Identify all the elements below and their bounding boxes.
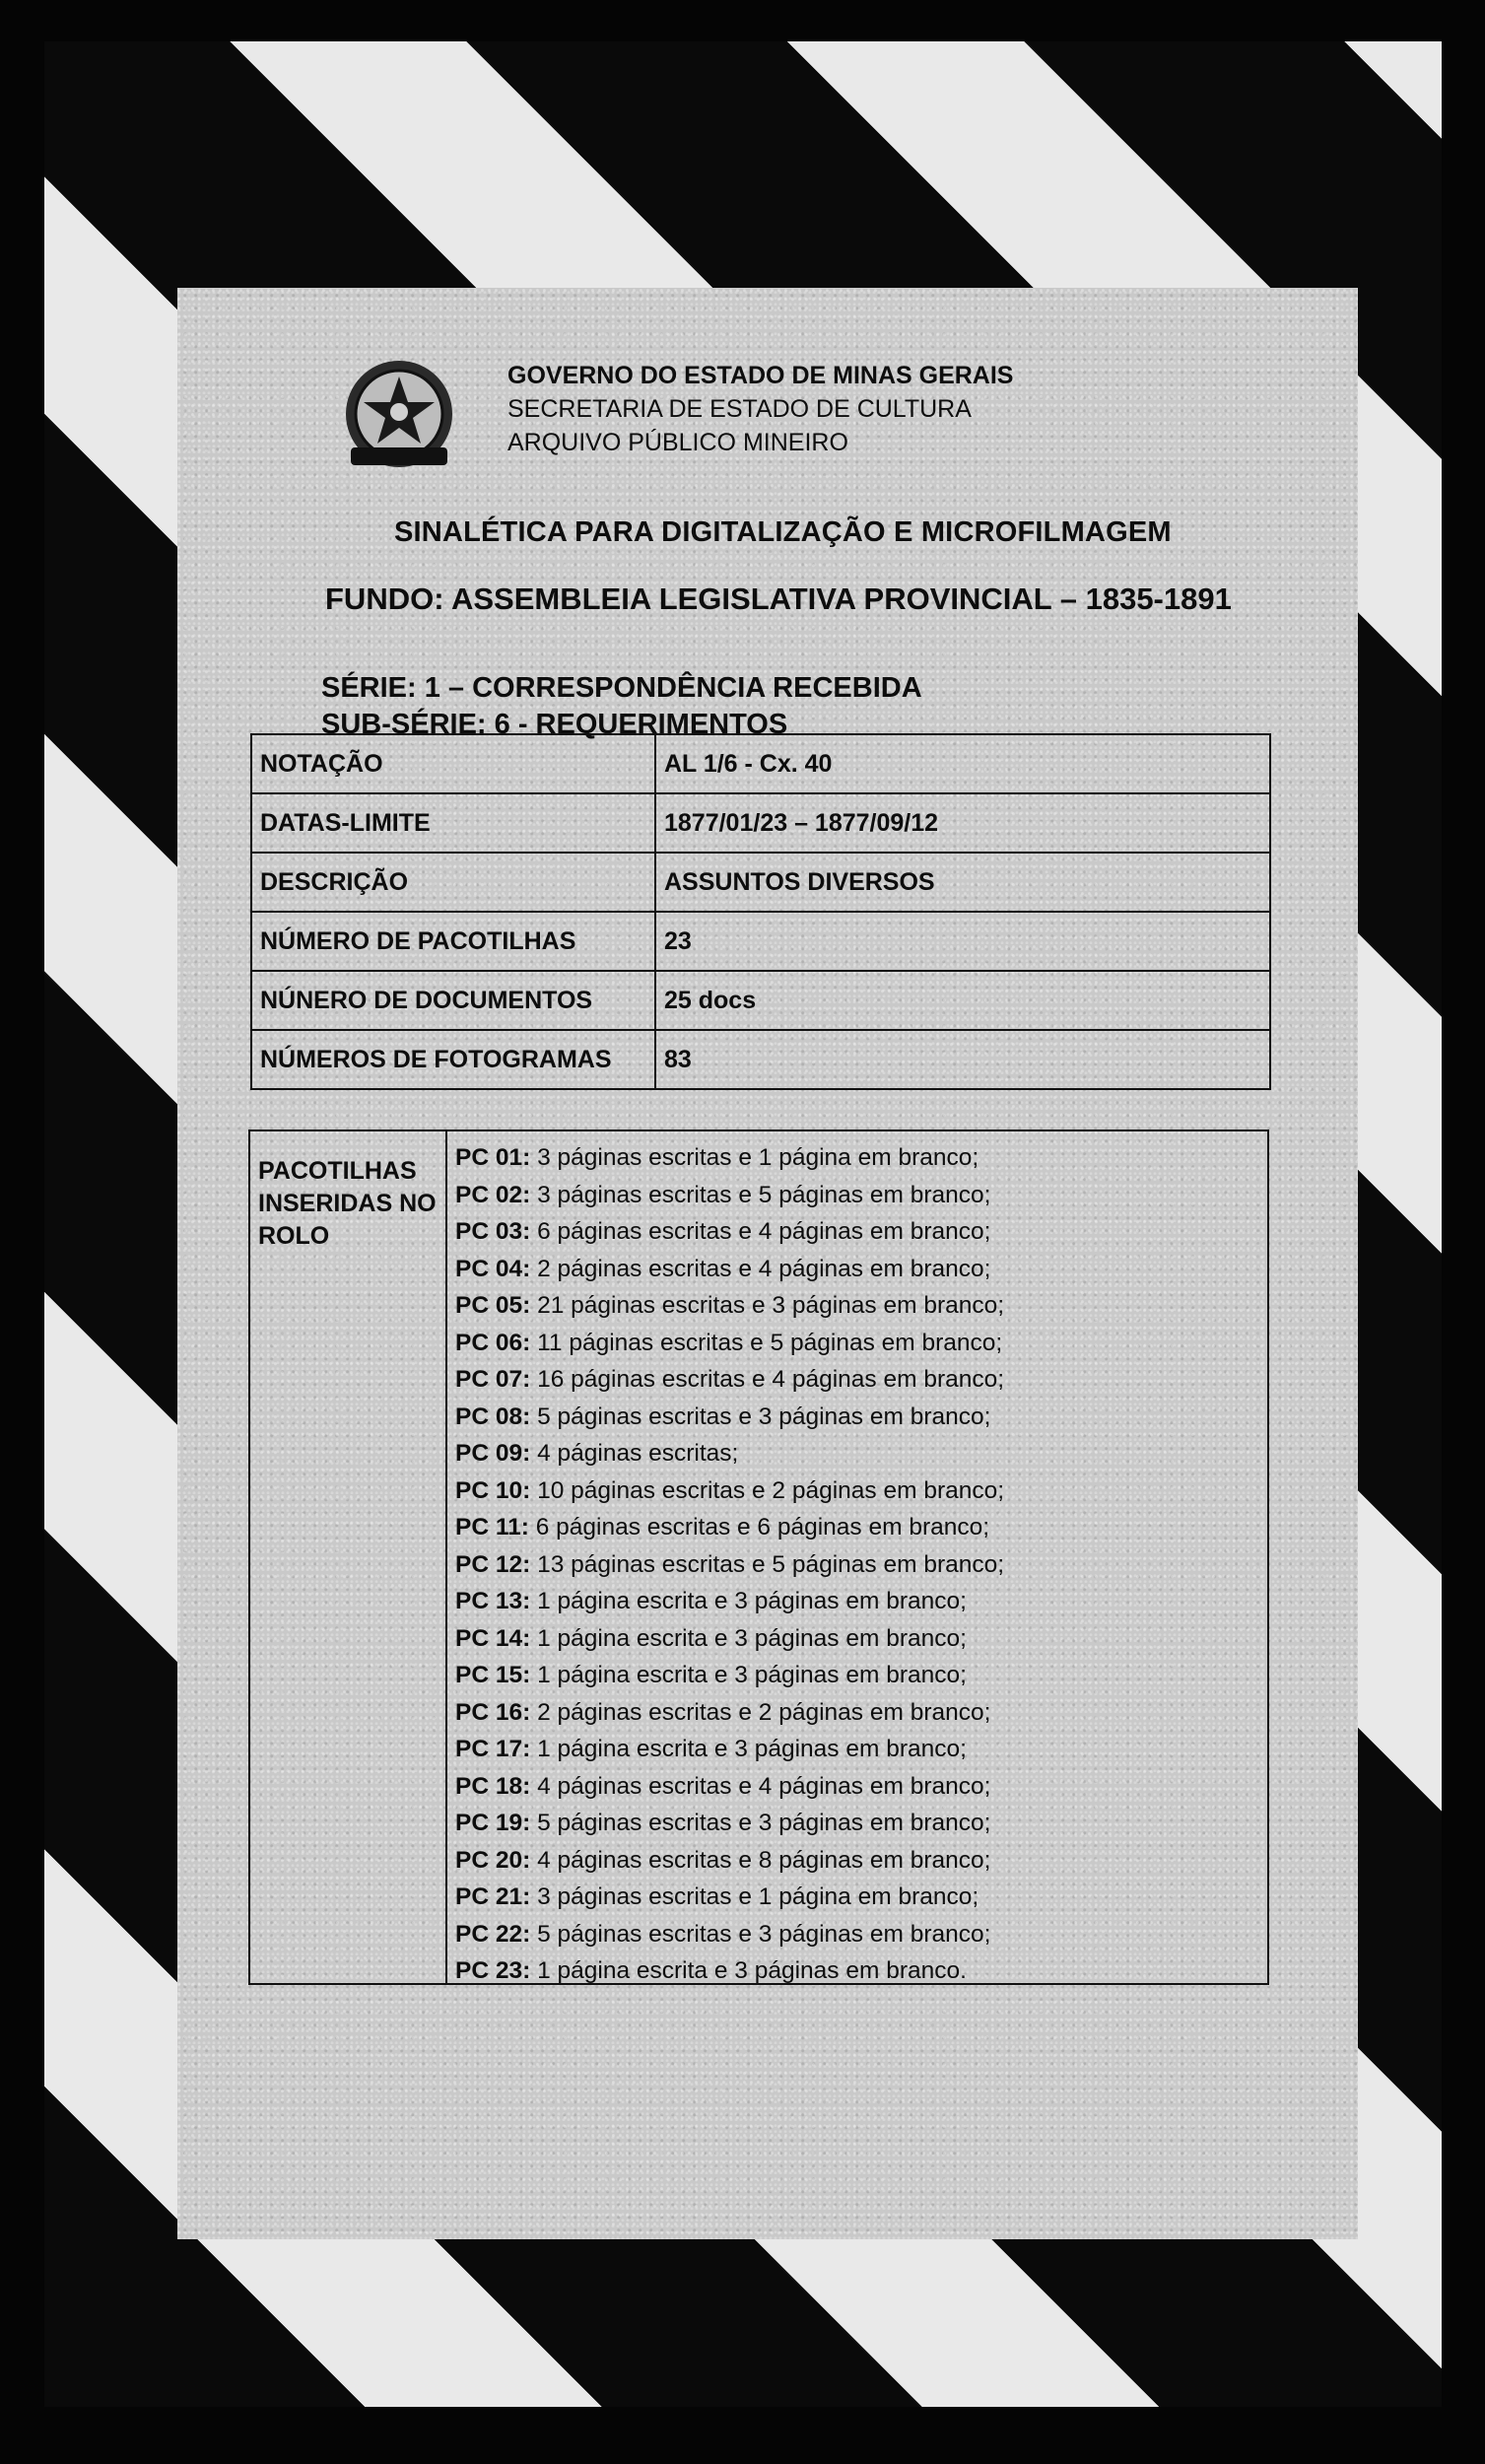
document-title: SINALÉTICA PARA DIGITALIZAÇÃO E MICROFILMAGEM: [394, 516, 1172, 548]
metadata-row: [251, 912, 1270, 971]
pacotilha-item: [455, 1472, 1259, 1510]
metadata-key: NÚNERO DE DOCUMENTOS: [251, 971, 655, 1030]
pacotilha-code: PC 12:: [455, 1550, 531, 1578]
pacotilha-description: 1 página escrita e 3 páginas em branco;: [537, 1662, 967, 1688]
pacotilha-description: 5 páginas escritas e 3 páginas em branco;: [537, 1403, 991, 1430]
archive-line: ARQUIVO PÚBLICO MINEIRO: [507, 429, 848, 456]
pacotilha-code: PC 18:: [455, 1772, 531, 1800]
pacotilha-code: PC 23:: [455, 1957, 531, 1984]
pacotilha-description: 3 páginas escritas e 1 página em branco;: [537, 1883, 979, 1910]
pacotilha-item: [455, 1435, 1259, 1472]
metadata-value: ASSUNTOS DIVERSOS: [655, 853, 1270, 912]
pacotilha-code: PC 09:: [455, 1440, 531, 1467]
metadata-table: [250, 733, 1271, 1090]
pacotilha-description: 10 páginas escritas e 2 páginas em branco;: [537, 1476, 1005, 1504]
pacotilha-code: PC 19:: [455, 1810, 531, 1836]
pacotilha-description: 5 páginas escritas e 3 páginas em branco;: [537, 1810, 991, 1836]
pacotilha-code: PC 14:: [455, 1624, 531, 1652]
pacotilha-item: [455, 1399, 1259, 1436]
pacotilha-description: 4 páginas escritas e 4 páginas em branco;: [537, 1772, 991, 1800]
pacotilha-code: PC 10:: [455, 1476, 531, 1504]
pacotilha-item: [455, 1731, 1259, 1768]
pacotilha-code: PC 11:: [455, 1514, 529, 1540]
institution-header: [507, 359, 1013, 459]
metadata-value: 25 docs: [655, 971, 1270, 1030]
pacotilha-description: 2 páginas escritas e 2 páginas em branco;: [537, 1698, 991, 1726]
pacotilha-item: [455, 1509, 1259, 1546]
pacotilha-description: 4 páginas escritas;: [537, 1440, 739, 1467]
pacotilha-item: [455, 1139, 1259, 1177]
state-seal-logo: [337, 359, 461, 475]
government-line: GOVERNO DO ESTADO DE MINAS GERAIS: [507, 362, 1014, 389]
metadata-key: NÚMEROS DE FOTOGRAMAS: [251, 1030, 655, 1089]
series-block: [321, 670, 922, 743]
pacotilha-description: 3 páginas escritas e 5 páginas em branco;: [537, 1181, 991, 1208]
pacotilha-item: [455, 1952, 1259, 1990]
metadata-key: DATAS-LIMITE: [251, 793, 655, 853]
pacotilha-code: PC 15:: [455, 1662, 531, 1688]
pacotilha-description: 1 página escrita e 3 páginas em branco.: [537, 1957, 967, 1984]
pacotilha-code: PC 16:: [455, 1698, 531, 1726]
serie-heading: SÉRIE: 1 – CORRESPONDÊNCIA RECEBIDA: [321, 672, 922, 704]
pacotilha-item: [455, 1583, 1259, 1620]
metadata-value: 23: [655, 912, 1270, 971]
pacotilha-code: PC 01:: [455, 1144, 531, 1171]
metadata-key: DESCRIÇÃO: [251, 853, 655, 912]
pacotilha-description: 6 páginas escritas e 6 páginas em branco;: [535, 1514, 990, 1540]
subserie-heading: SUB-SÉRIE: 6 - REQUERIMENTOS: [321, 709, 788, 740]
pacotilha-item: [455, 1879, 1259, 1916]
metadata-row: [251, 1030, 1270, 1089]
metadata-row: [251, 971, 1270, 1030]
pacotilha-item: [455, 1325, 1259, 1362]
pacotilhas-box: [248, 1129, 1269, 1985]
document-sheet: [177, 288, 1358, 2239]
pacotilha-code: PC 06:: [455, 1329, 531, 1356]
pacotilhas-label: PACOTILHAS INSERIDAS NO ROLO: [250, 1131, 447, 1983]
pacotilha-code: PC 13:: [455, 1588, 531, 1614]
pacotilha-item: [455, 1805, 1259, 1842]
pacotilha-item: [455, 1842, 1259, 1880]
metadata-row: [251, 793, 1270, 853]
pacotilha-code: PC 22:: [455, 1920, 531, 1948]
pacotilha-description: 6 páginas escritas e 4 páginas em branco;: [537, 1218, 991, 1245]
pacotilha-item: [455, 1361, 1259, 1399]
metadata-row: [251, 853, 1270, 912]
pacotilha-description: 16 páginas escritas e 4 páginas em branco;: [537, 1366, 1005, 1393]
pacotilha-item: [455, 1251, 1259, 1288]
metadata-key: NOTAÇÃO: [251, 734, 655, 793]
pacotilha-description: 1 página escrita e 3 páginas em branco;: [537, 1588, 967, 1614]
pacotilha-description: 2 páginas escritas e 4 páginas em branco;: [537, 1255, 991, 1282]
pacotilha-description: 4 páginas escritas e 8 páginas em branco;: [537, 1846, 991, 1874]
metadata-value: 83: [655, 1030, 1270, 1089]
pacotilha-item: [455, 1213, 1259, 1251]
pacotilha-item: [455, 1657, 1259, 1694]
pacotilha-code: PC 02:: [455, 1181, 531, 1208]
pacotilha-code: PC 08:: [455, 1403, 531, 1430]
pacotilha-item: [455, 1546, 1259, 1584]
secretariat-line: SECRETARIA DE ESTADO DE CULTURA: [507, 395, 972, 423]
pacotilha-description: 3 páginas escritas e 1 página em branco;: [537, 1144, 979, 1171]
metadata-row: [251, 734, 1270, 793]
pacotilha-code: PC 04:: [455, 1255, 531, 1282]
pacotilha-description: 1 página escrita e 3 páginas em branco;: [537, 1624, 967, 1652]
pacotilha-code: PC 07:: [455, 1366, 531, 1393]
pacotilha-item: [455, 1694, 1259, 1732]
pacotilha-description: 1 página escrita e 3 páginas em branco;: [537, 1736, 967, 1762]
pacotilha-item: [455, 1916, 1259, 1953]
pacotilha-item: [455, 1287, 1259, 1325]
pacotilha-item: [455, 1620, 1259, 1658]
metadata-key: NÚMERO DE PACOTILHAS: [251, 912, 655, 971]
pacotilha-item: [455, 1177, 1259, 1214]
pacotilha-item: [455, 1768, 1259, 1806]
pacotilha-description: 21 páginas escritas e 3 páginas em branco;: [537, 1292, 1005, 1319]
pacotilha-description: 5 páginas escritas e 3 páginas em branco;: [537, 1920, 991, 1948]
pacotilha-description: 11 páginas escritas e 5 páginas em branco;: [537, 1329, 1003, 1356]
pacotilhas-list: [455, 1139, 1259, 1990]
metadata-value: 1877/01/23 – 1877/09/12: [655, 793, 1270, 853]
pacotilha-code: PC 17:: [455, 1736, 531, 1762]
pacotilha-code: PC 21:: [455, 1883, 531, 1910]
pacotilha-code: PC 03:: [455, 1218, 531, 1245]
fundo-heading: FUNDO: ASSEMBLEIA LEGISLATIVA PROVINCIAL – 1835-1891: [325, 582, 1232, 616]
pacotilha-description: 13 páginas escritas e 5 páginas em branco;: [537, 1550, 1005, 1578]
pacotilha-code: PC 05:: [455, 1292, 531, 1319]
metadata-value: AL 1/6 - Cx. 40: [655, 734, 1270, 793]
pacotilha-code: PC 20:: [455, 1846, 531, 1874]
